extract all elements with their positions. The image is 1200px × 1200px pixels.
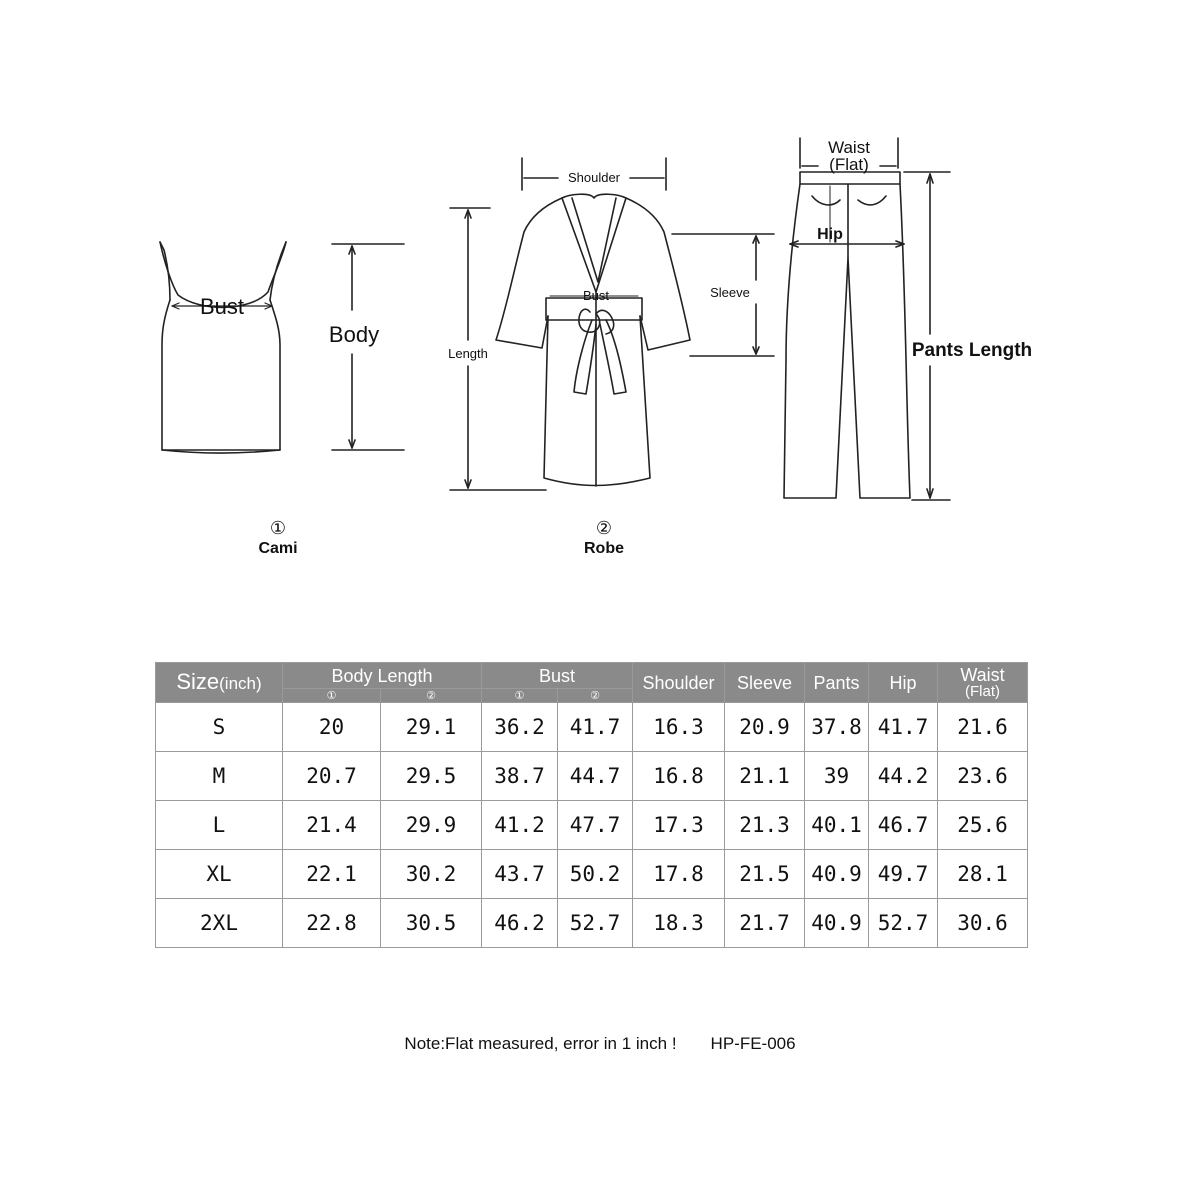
table-cell: 30.2	[381, 850, 482, 899]
table-cell: 44.2	[869, 752, 938, 801]
body-length-header: Body Length	[283, 663, 482, 689]
robe-bust-label: Bust	[582, 288, 610, 303]
robe-length-label: Length	[448, 346, 488, 361]
table-header-row	[156, 663, 1028, 689]
table-cell: 41.7	[869, 703, 938, 752]
table-cell: 29.9	[381, 801, 482, 850]
robe-sleeve-label: Sleeve	[710, 285, 750, 300]
table-cell: 25.6	[938, 801, 1028, 850]
table-cell: 20.7	[283, 752, 381, 801]
size-chart-table	[155, 662, 1028, 948]
table-cell: 44.7	[558, 752, 633, 801]
cami-bust-label: Bust	[199, 294, 245, 319]
table-cell: 22.8	[283, 899, 381, 948]
hip-header: Hip	[869, 663, 938, 703]
table-cell: 41.2	[482, 801, 558, 850]
table-cell: 16.3	[633, 703, 725, 752]
table-cell: 29.1	[381, 703, 482, 752]
pants-length-label: Pants Length	[911, 340, 1033, 361]
sleeve-header: Sleeve	[725, 663, 805, 703]
note-text: Note:Flat measured, error in 1 inch !	[404, 1034, 677, 1053]
cami-name: Cami	[258, 540, 298, 557]
pants-waist-sub-label: (Flat)	[829, 155, 869, 174]
table-cell: 52.7	[558, 899, 633, 948]
table-cell: 23.6	[938, 752, 1028, 801]
size-cell: M	[156, 752, 283, 801]
table-cell: 46.2	[482, 899, 558, 948]
bust-robe-marker: ②	[558, 689, 633, 703]
table-cell: 21.7	[725, 899, 805, 948]
table-cell: 21.6	[938, 703, 1028, 752]
size-cell: XL	[156, 850, 283, 899]
table-cell: 50.2	[558, 850, 633, 899]
table-cell: 39	[805, 752, 869, 801]
size-cell: S	[156, 703, 283, 752]
table-cell: 20.9	[725, 703, 805, 752]
table-cell: 21.4	[283, 801, 381, 850]
size-header: Size(inch)	[156, 663, 283, 703]
table-cell: 21.1	[725, 752, 805, 801]
table-cell: 40.1	[805, 801, 869, 850]
table-row	[156, 850, 1028, 899]
table-cell: 43.7	[482, 850, 558, 899]
robe-shoulder-label: Shoulder	[567, 170, 621, 185]
table-cell: 49.7	[869, 850, 938, 899]
table-row	[156, 703, 1028, 752]
robe-name: Robe	[584, 540, 624, 557]
table-row	[156, 801, 1028, 850]
bust-cami-marker: ①	[482, 689, 558, 703]
table-cell: 40.9	[805, 899, 869, 948]
table-cell: 20	[283, 703, 381, 752]
robe-number: ②	[595, 518, 613, 538]
table-cell: 41.7	[558, 703, 633, 752]
table-cell: 18.3	[633, 899, 725, 948]
body-length-robe-marker: ②	[381, 689, 482, 703]
cami-body-label: Body	[328, 322, 380, 347]
table-cell: 22.1	[283, 850, 381, 899]
robe-drawing	[450, 158, 774, 490]
shoulder-header: Shoulder	[633, 663, 725, 703]
pants-drawing	[784, 138, 950, 500]
table-cell: 21.3	[725, 801, 805, 850]
table-cell: 36.2	[482, 703, 558, 752]
body-length-cami-marker: ①	[283, 689, 381, 703]
table-cell: 38.7	[482, 752, 558, 801]
table-cell: 37.8	[805, 703, 869, 752]
table-cell: 29.5	[381, 752, 482, 801]
table-cell: 30.6	[938, 899, 1028, 948]
pants-waist-label: Waist	[828, 138, 870, 157]
cami-caption	[238, 518, 318, 558]
table-cell: 17.3	[633, 801, 725, 850]
table-cell: 47.7	[558, 801, 633, 850]
table-cell: 17.8	[633, 850, 725, 899]
size-cell: 2XL	[156, 899, 283, 948]
table-cell: 21.5	[725, 850, 805, 899]
size-cell: L	[156, 801, 283, 850]
table-cell: 16.8	[633, 752, 725, 801]
bust-header: Bust	[482, 663, 633, 689]
cami-number: ①	[269, 518, 287, 538]
pants-hip-label: Hip	[817, 226, 843, 243]
measurement-note	[0, 1034, 1200, 1054]
pants-header: Pants	[805, 663, 869, 703]
robe-caption	[564, 518, 644, 558]
table-cell: 40.9	[805, 850, 869, 899]
product-code: HP-FE-006	[710, 1034, 796, 1053]
table-cell: 46.7	[869, 801, 938, 850]
waist-header: Waist (Flat)	[938, 663, 1028, 703]
table-row	[156, 899, 1028, 948]
table-cell: 52.7	[869, 899, 938, 948]
table-cell: 28.1	[938, 850, 1028, 899]
cami-drawing	[160, 242, 404, 453]
table-row	[156, 752, 1028, 801]
table-cell: 30.5	[381, 899, 482, 948]
